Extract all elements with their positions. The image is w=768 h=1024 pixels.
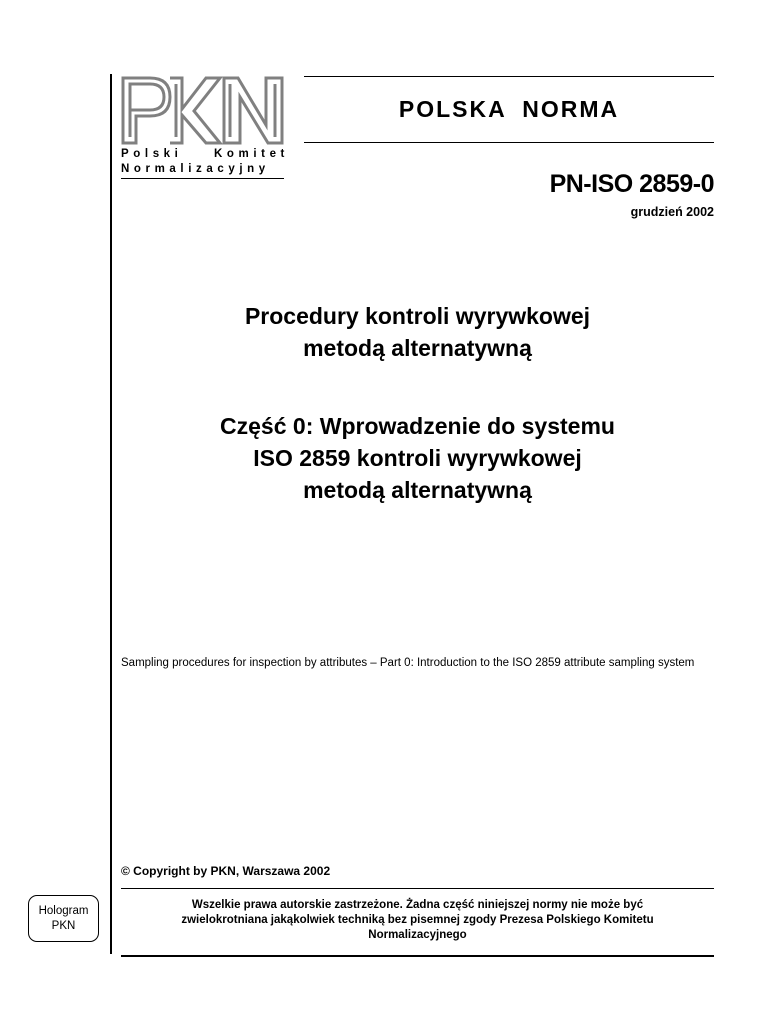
left-margin-rule — [110, 74, 112, 954]
org-underline — [121, 178, 284, 179]
organization-name — [121, 147, 289, 177]
hologram-box — [28, 895, 99, 942]
subtitle-line-3: metodą alternatywną — [303, 477, 532, 503]
main-title-line-1: Procedury kontroli wyrywkowej — [244, 303, 591, 329]
standard-date: grudzień 2002 — [630, 205, 714, 219]
subtitle — [121, 410, 714, 506]
english-title: Sampling procedures for inspection by attributes – Part 0: Introduction to the ISO 2859 attribute sampling system — [121, 657, 695, 669]
main-title-line-2: metodą alternatywną — [303, 335, 532, 361]
org-word-polski: Polski — [121, 148, 183, 160]
rights-line-3: Normalizacyjnego — [368, 929, 467, 941]
hologram-org: PKN — [51, 920, 76, 932]
main-title — [121, 300, 714, 364]
rights-line-2: zwielokrotniana jakąkolwiek techniką bez pisemnej zgody Prezesa Polskiego Komitetu — [181, 914, 654, 926]
rights-bottom-rule — [121, 955, 714, 957]
rights-line-1: Wszelkie prawa autorskie zastrzeżone. Żadna część niniejszej normy nie może być — [191, 899, 644, 911]
subtitle-line-2: ISO 2859 kontroli wyrywkowej — [253, 445, 582, 471]
standard-code: PN-ISO 2859-0 — [549, 170, 714, 198]
copyright-notice: © Copyright by PKN, Warszawa 2002 — [121, 864, 331, 878]
subtitle-line-1: Część 0: Wprowadzenie do systemu — [220, 413, 615, 439]
rights-top-rule — [121, 888, 714, 889]
pkn-logo — [120, 75, 286, 145]
header-top-rule — [304, 76, 714, 77]
hologram-label: Hologram — [38, 905, 89, 917]
org-word-komitet: Komitet — [213, 148, 289, 160]
header-title: POLSKA NORMA — [398, 96, 620, 122]
org-word-normalizacyjny: Normalizacyjny — [121, 163, 270, 175]
header-bottom-rule — [304, 142, 714, 143]
rights-notice — [121, 898, 714, 943]
